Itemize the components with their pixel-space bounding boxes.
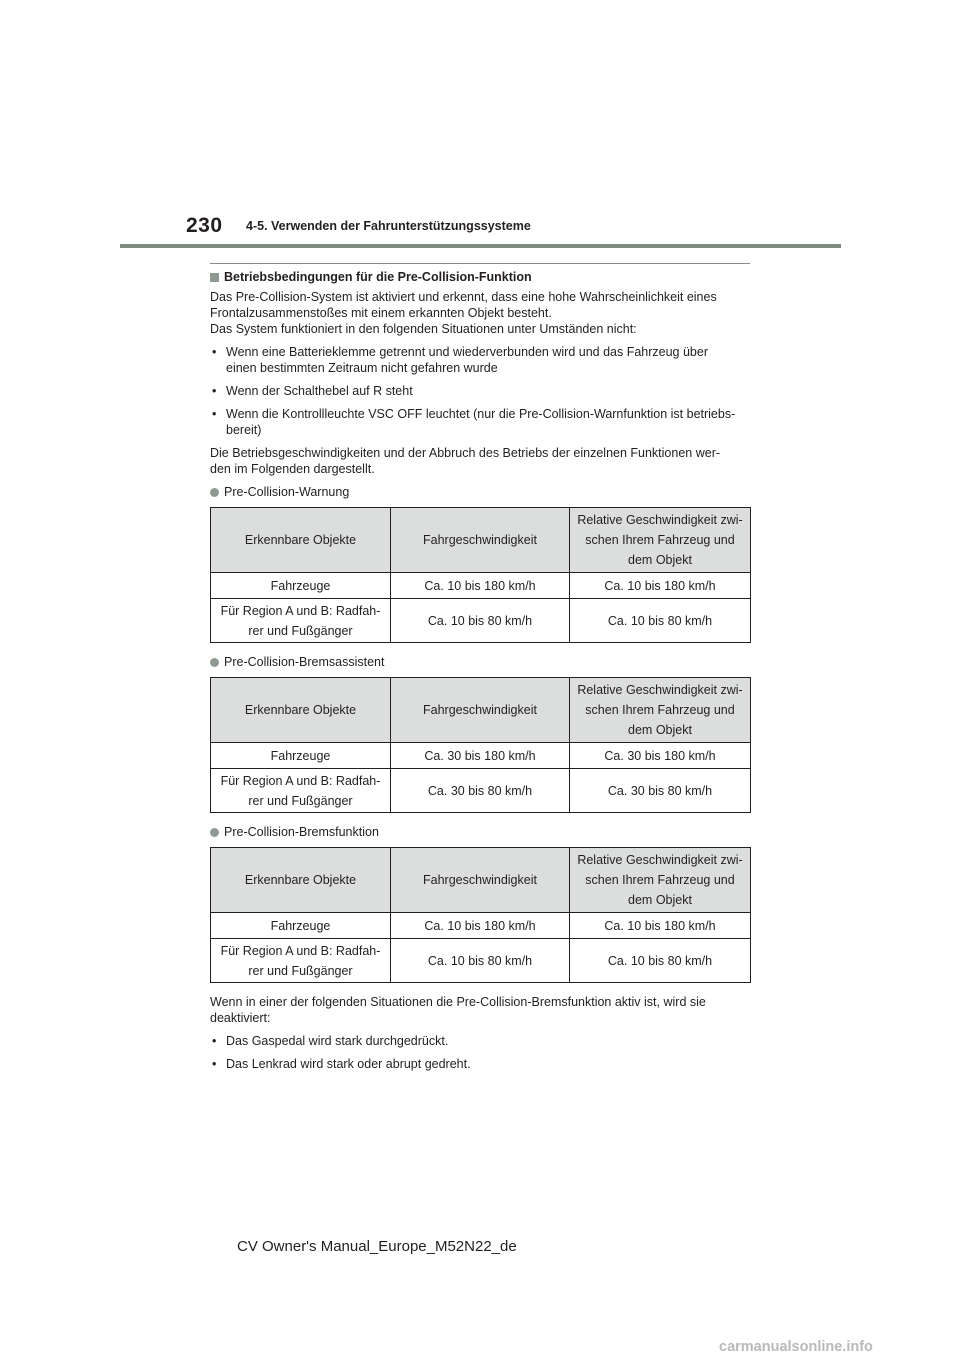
deactivation-line: deaktiviert:: [210, 1011, 271, 1025]
table-row: [211, 573, 751, 599]
table-cell: Fahrzeuge: [211, 913, 391, 939]
table-header-cell: Relative Geschwindigkeit zwi- schen Ihrem Fahrzeug und dem Objekt: [570, 508, 751, 573]
table-cell: Ca. 30 bis 180 km/h: [391, 743, 570, 769]
section-heading: [210, 269, 750, 285]
list-item: [210, 1056, 750, 1072]
dot-icon: [210, 658, 219, 667]
table-header-cell: Fahrgeschwindigkeit: [391, 508, 570, 573]
intro-line: Frontalzusammenstoßes mit einem erkannten Objekt besteht.: [210, 306, 552, 320]
footer-manual-id: CV Owner's Manual_Europe_M52N22_de: [237, 1238, 517, 1255]
speeds-line: Die Betriebsgeschwindigkeiten und der Abbruch des Betriebs der einzelnen Funktionen wer-: [210, 446, 721, 460]
deactivation-line: Wenn in einer der folgenden Situationen die Pre-Collision-Bremsfunktion aktiv ist, wird sie: [210, 995, 706, 1009]
table-cell: Für Region A und B: Radfah- rer und Fußgänger: [211, 599, 391, 643]
table-cell: Ca. 30 bis 180 km/h: [570, 743, 751, 769]
speeds-line: den im Folgenden dargestellt.: [210, 462, 375, 476]
bullet-icon: •: [212, 1034, 217, 1048]
table-cell: Fahrzeuge: [211, 573, 391, 599]
table-cell: Ca. 10 bis 180 km/h: [391, 913, 570, 939]
table-cell: Für Region A und B: Radfah- rer und Fußgänger: [211, 769, 391, 813]
subsection-heading: [210, 654, 750, 670]
table-row: [211, 913, 751, 939]
table-cell: Für Region A und B: Radfah- rer und Fußgänger: [211, 939, 391, 983]
page-number: 230: [186, 214, 223, 237]
square-icon: [210, 273, 219, 282]
bullet-icon: •: [212, 407, 217, 421]
section-divider: [210, 263, 750, 264]
list-item: [210, 383, 750, 399]
intro-line: Das System funktioniert in den folgenden Situationen unter Umständen nicht:: [210, 322, 637, 336]
table-cell: Ca. 10 bis 180 km/h: [570, 573, 751, 599]
table-header-cell: Erkennbare Objekte: [211, 848, 391, 913]
list-item: [210, 406, 750, 438]
table-header-cell: Fahrgeschwindigkeit: [391, 848, 570, 913]
deactivation-paragraph: [210, 994, 750, 1026]
chapter-title: 4-5. Verwenden der Fahrunterstützungssysteme: [246, 219, 531, 233]
list-item-text: Das Gaspedal wird stark durchgedrückt.: [226, 1034, 449, 1048]
bullet-icon: •: [212, 345, 217, 359]
header-divider: [120, 244, 841, 248]
table-cell: Ca. 10 bis 80 km/h: [391, 599, 570, 643]
table-cell: Ca. 10 bis 80 km/h: [570, 599, 751, 643]
list-item: [210, 344, 750, 376]
dot-icon: [210, 488, 219, 497]
watermark: carmanualsonline.info: [719, 1339, 873, 1355]
table-header-cell: Relative Geschwindigkeit zwi- schen Ihrem Fahrzeug und dem Objekt: [570, 678, 751, 743]
dot-icon: [210, 828, 219, 837]
table-header-cell: Relative Geschwindigkeit zwi- schen Ihrem Fahrzeug und dem Objekt: [570, 848, 751, 913]
table-header-cell: Erkennbare Objekte: [211, 508, 391, 573]
intro-paragraph: [210, 289, 750, 337]
table-cell: Ca. 10 bis 80 km/h: [570, 939, 751, 983]
table-cell: Ca. 10 bis 180 km/h: [391, 573, 570, 599]
speed-table-brake-function: [210, 847, 751, 983]
subsection-heading: [210, 484, 750, 500]
intro-line: Das Pre-Collision-System ist aktiviert und erkennt, dass eine hohe Wahrscheinlichkeit eines: [210, 290, 717, 304]
table-row: [211, 743, 751, 769]
table-cell: Ca. 10 bis 80 km/h: [391, 939, 570, 983]
table-header-cell: Erkennbare Objekte: [211, 678, 391, 743]
table-row: [211, 939, 751, 983]
list-item-text: Wenn die Kontrollleuchte VSC OFF leuchtet (nur die Pre-Collision-Warnfunktion ist betriebs- bereit): [226, 407, 736, 437]
speed-table-warning: [210, 507, 751, 643]
speed-table-brake-assist: [210, 677, 751, 813]
subsection-title: Pre-Collision-Bremsassistent: [224, 655, 385, 669]
list-item-text: Wenn eine Batterieklemme getrennt und wiederverbunden wird und das Fahrzeug über einen bestimmten Zeitraum nicht gefahren wurde: [226, 345, 709, 375]
table-row: [211, 769, 751, 813]
subsection-title: Pre-Collision-Warnung: [224, 485, 350, 499]
bullet-icon: •: [212, 384, 217, 398]
table-cell: Ca. 30 bis 80 km/h: [570, 769, 751, 813]
list-item: [210, 1033, 750, 1049]
table-row: [211, 599, 751, 643]
main-content: [210, 263, 750, 1079]
subsection-title: Pre-Collision-Bremsfunktion: [224, 825, 379, 839]
table-cell: Ca. 30 bis 80 km/h: [391, 769, 570, 813]
list-item-text: Wenn der Schalthebel auf R steht: [226, 384, 413, 398]
table-header-cell: Fahrgeschwindigkeit: [391, 678, 570, 743]
bullet-icon: •: [212, 1057, 217, 1071]
list-item-text: Das Lenkrad wird stark oder abrupt gedreht.: [226, 1057, 471, 1071]
table-cell: Ca. 10 bis 180 km/h: [570, 913, 751, 939]
section-heading-text: Betriebsbedingungen für die Pre-Collision-Funktion: [224, 270, 532, 284]
table-cell: Fahrzeuge: [211, 743, 391, 769]
speeds-paragraph: [210, 445, 750, 477]
subsection-heading: [210, 824, 750, 840]
